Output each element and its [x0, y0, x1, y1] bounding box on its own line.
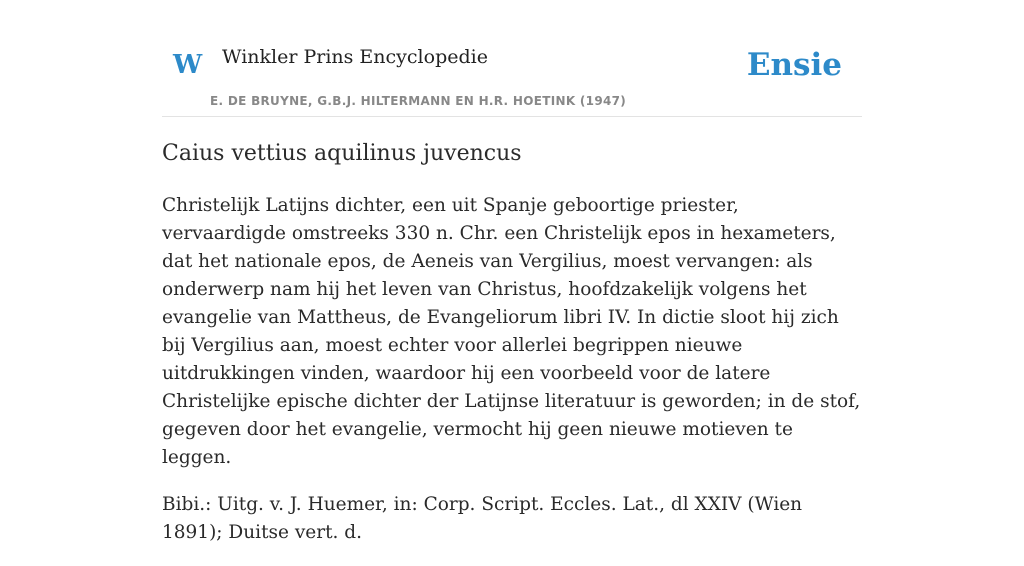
- article-title: Caius vettius aquilinus juvencus: [162, 141, 522, 166]
- article-paragraph: Christelijk Latijns dichter, een uit Spanje geboortige priester, vervaardigde omstreeks 330 n. Chr. een Christelijk epos in hexameters, dat het nationale epos, de Aeneis van Vergilius, moest vervangen: als onderwerp nam hij het leven van Christus, hoofdzakelijk volgens het evangelie van Mattheus, de Evangeliorum libri IV. In dictie sloot hij zich bij Vergilius aan, moest echter voor allerlei begrippen nieuwe uitdrukkingen vinden, waardoor hij een voorbeeld voor de latere Christelijke epische dichter der Latijnse literatuur is geworden; in de stof, gegeven door het evangelie, vermocht hij geen nieuwe motieven te leggen.: [162, 195, 861, 468]
- bibliography-paragraph: Bibi.: Uitg. v. J. Huemer, in: Corp. Script. Eccles. Lat., dl XXIV (Wien 1891); Duitse vert. d.: [162, 494, 803, 543]
- site-title[interactable]: Winkler Prins Encyclopedie: [222, 46, 488, 68]
- edition-subtitle: E. DE BRUYNE, G.B.J. HILTERMANN EN H.R. HOETINK (1947): [210, 94, 627, 108]
- article-body: [162, 192, 862, 566]
- ensie-brand-logo[interactable]: Ensie: [746, 47, 842, 83]
- header: [162, 0, 862, 117]
- winkler-prins-logo[interactable]: W: [173, 50, 203, 80]
